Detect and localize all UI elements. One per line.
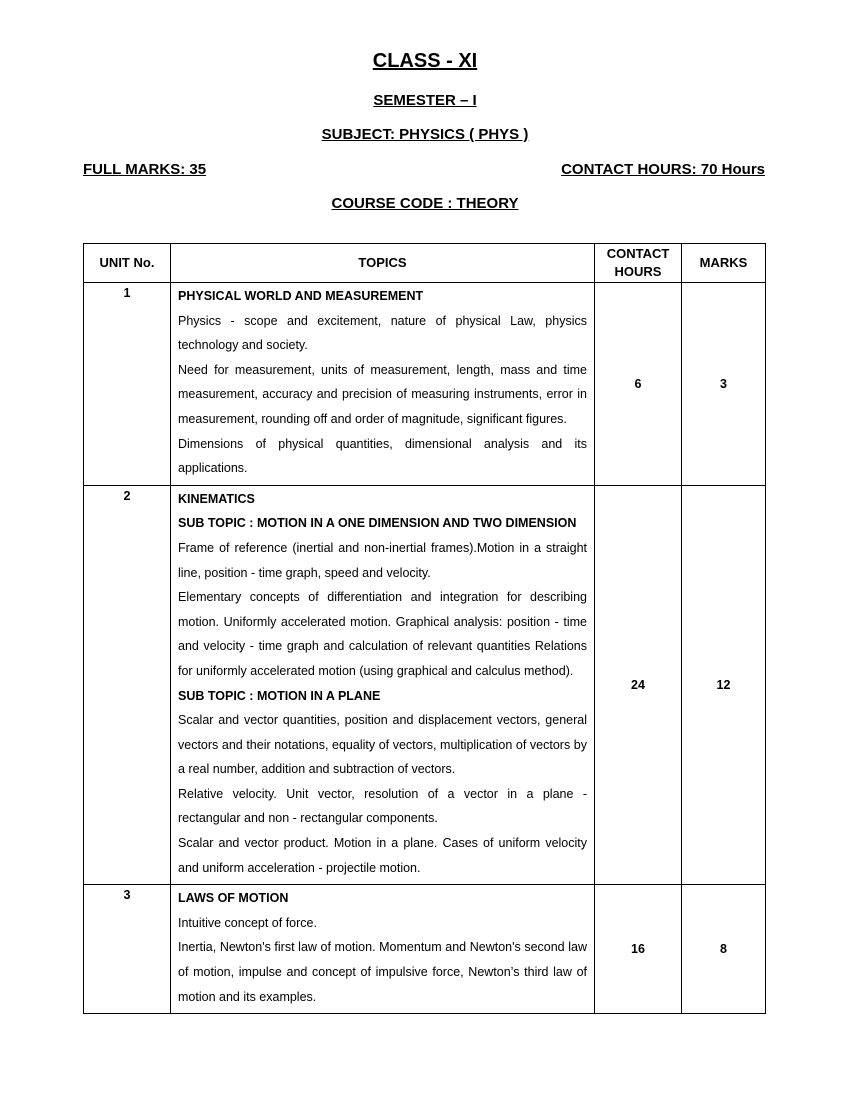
- full-marks: FULL MARKS: 35: [83, 161, 207, 178]
- topic-text: Elementary concepts of differentiation and integration for describing motion. Uniformly accelerated motion. Graphical analysis: position - time and velocity - time graph and calculation of relevant quantities Relations for uniformly accelerated motion (using graphical and calculus method).: [178, 590, 587, 678]
- topics-cell: [171, 485, 595, 885]
- class-title: CLASS - XI: [372, 50, 478, 72]
- contact-hours: CONTACT HOURS: 70 Hours: [561, 161, 765, 178]
- unit-number: 2: [84, 485, 171, 885]
- marks-value: 3: [682, 283, 766, 486]
- topic-heading: LAWS OF MOTION: [178, 891, 289, 906]
- topic-text: Scalar and vector product. Motion in a plane. Cases of uniform velocity and uniform acceleration - projectile motion.: [178, 836, 587, 875]
- topics-cell: [171, 885, 595, 1014]
- course-code: COURSE CODE : THEORY: [331, 195, 519, 212]
- topic-text: Need for measurement, units of measurement, length, mass and time measurement, accuracy and precision of measuring instruments, error in measurement, rounding off and order of magnitude, significant figures.: [178, 362, 587, 426]
- contact-hours-value: 24: [595, 485, 682, 885]
- semester-title: SEMESTER – I: [373, 92, 477, 109]
- unit-number: 1: [84, 283, 171, 486]
- syllabus-table: [83, 243, 766, 1014]
- marks-value: 8: [682, 885, 766, 1014]
- header-topics: TOPICS: [171, 244, 595, 283]
- table-row: [84, 283, 766, 486]
- topic-heading: PHYSICAL WORLD AND MEASUREMENT: [178, 289, 424, 303]
- header-marks: MARKS: [682, 244, 766, 283]
- header-unit-no: UNIT No.: [84, 244, 171, 283]
- table-row: [84, 485, 766, 885]
- topic-text: Relative velocity. Unit vector, resolution of a vector in a plane - rectangular and non - rectangular components.: [178, 786, 587, 826]
- topics-cell: [171, 283, 595, 486]
- subject-title: SUBJECT: PHYSICS ( PHYS ): [321, 126, 529, 143]
- topic-heading: KINEMATICS: [178, 491, 255, 506]
- marks-value: 12: [682, 485, 766, 885]
- contact-hours-value: 6: [595, 283, 682, 486]
- topic-text: Dimensions of physical quantities, dimensional analysis and its applications.: [178, 436, 587, 476]
- contact-hours-value: 16: [595, 885, 682, 1014]
- unit-number: 3: [84, 885, 171, 1014]
- header-contact-hours: CONTACT HOURS: [595, 244, 682, 283]
- table-row: [84, 885, 766, 1014]
- table-header-row: [84, 244, 766, 283]
- topic-text: Frame of reference (inertial and non-inertial frames).Motion in a straight line, position - time graph, speed and velocity.: [178, 540, 587, 580]
- topic-heading: SUB TOPIC : MOTION IN A PLANE: [178, 688, 381, 703]
- topic-text: Inertia, Newton's first law of motion. Momentum and Newton's second law of motion, impulse and concept of impulsive force, Newton’s third law of motion and its examples.: [178, 940, 587, 1004]
- topic-text: Intuitive concept of force.: [178, 915, 317, 930]
- topic-text: Scalar and vector quantities, position and displacement vectors, general vectors and their notations, equality of vectors, multiplication of vectors by a real number, addition and subtraction of vectors.: [178, 713, 587, 777]
- topic-heading: SUB TOPIC : MOTION IN A ONE DIMENSION AND TWO DIMENSION: [178, 516, 577, 531]
- topic-text: Physics - scope and excitement, nature of physical Law, physics technology and society.: [178, 313, 587, 353]
